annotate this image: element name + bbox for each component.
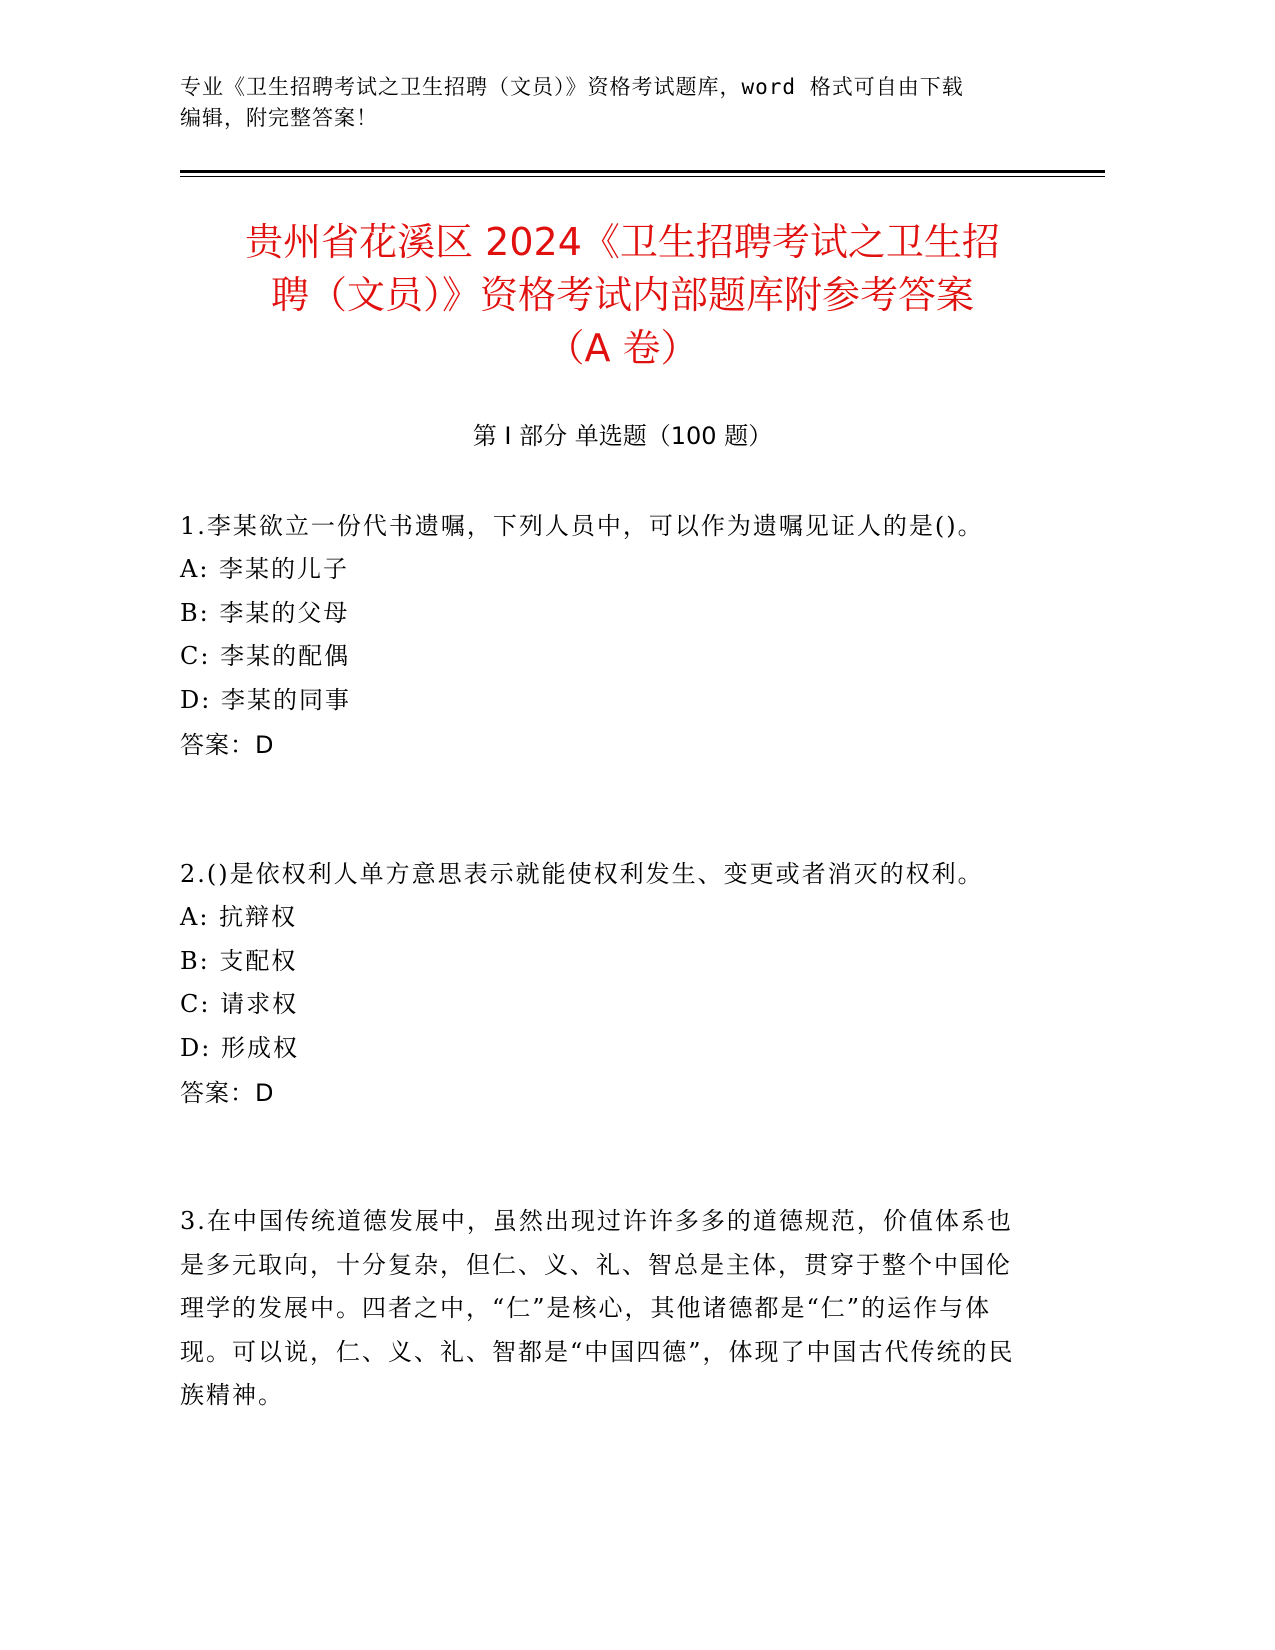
header-rule-thick — [180, 170, 1105, 173]
document-title-line-2: 聘（文员）》资格考试内部题库附参考答案 — [270, 273, 974, 317]
document-title-line-1: 贵州省花溪区 2024《卫生招聘考试之卫生招 — [245, 220, 1000, 264]
option-a: A: 李某的儿子 — [180, 555, 350, 583]
document-title-line-3: （A 卷） — [546, 326, 699, 370]
header-rule-thin — [180, 176, 1105, 177]
option-c: C: 李某的配偶 — [180, 642, 351, 670]
question-3 — [180, 1200, 1020, 1418]
option-b: B: 李某的父母 — [180, 598, 350, 627]
document-title — [180, 216, 1065, 375]
answer: 答案：D — [180, 1079, 275, 1107]
option-c: C: 请求权 — [180, 990, 299, 1018]
option-b: B: 支配权 — [180, 946, 298, 975]
header-note-line-1: 专业《卫生招聘考试之卫生招聘（文员）》资格考试题库，word 格式可自由下载 — [180, 75, 964, 99]
question-1 — [180, 504, 1020, 768]
answer: 答案：D — [180, 731, 275, 759]
header-note-line-2: 编辑，附完整答案！ — [180, 106, 378, 130]
question-stem: 1.李某欲立一份代书遗嘱，下列人员中，可以作为遗嘱见证人的是()。 — [180, 512, 984, 540]
question-stem: 3.在中国传统道德发展中，虽然出现过许许多多的道德规范，价值体系也是多元取向，十分复杂，但仁、义、礼、智总是主体，贯穿于整个中国伦理学的发展中。四者之中，“仁”是核心，其他诸德都是“仁”的运作与体现。可以说，仁、义、礼、智都是“中国四德”，体现了中国古代传统的民族精神。 — [180, 1207, 1015, 1409]
question-stem: 2.()是依权利人单方意思表示就能使权利发生、变更或者消灭的权利。 — [180, 860, 984, 888]
question-2 — [180, 852, 1020, 1116]
section-heading: 第 I 部分 单选题（100 题） — [472, 422, 773, 450]
option-a: A: 抗辩权 — [180, 903, 298, 931]
header-note — [180, 72, 1030, 134]
option-d: D: 李某的同事 — [180, 685, 351, 714]
option-d: D: 形成权 — [180, 1033, 299, 1062]
